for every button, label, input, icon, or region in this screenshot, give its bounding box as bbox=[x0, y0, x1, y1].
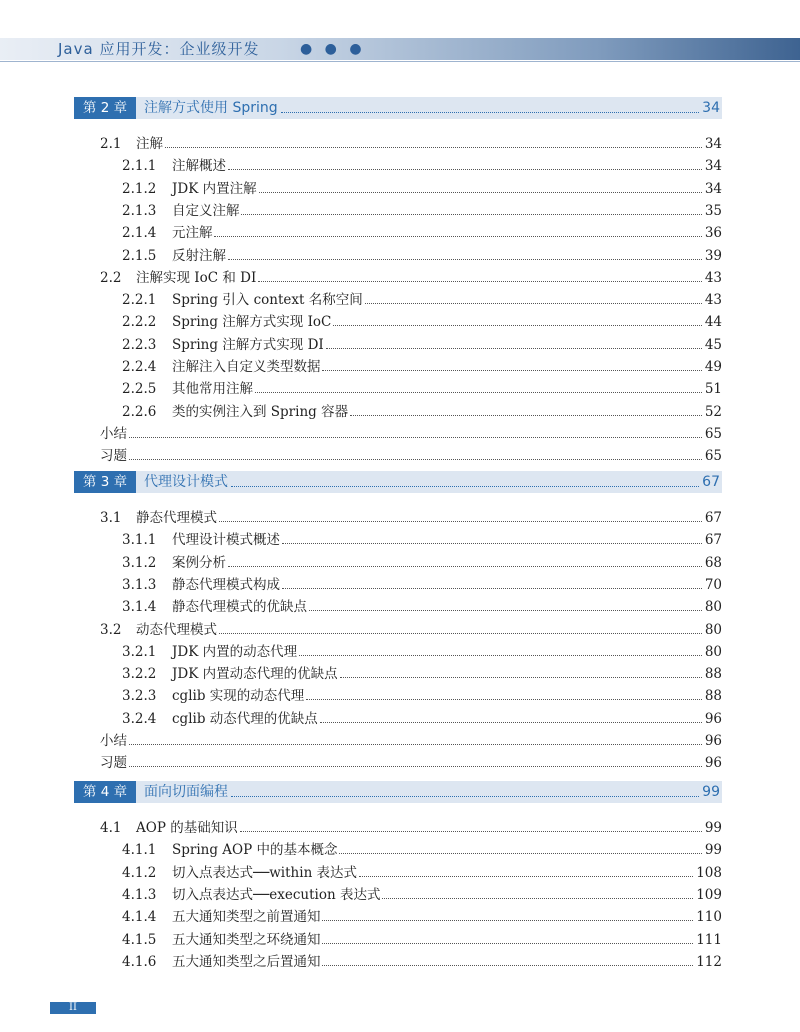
section-page-number: 111 bbox=[696, 931, 722, 948]
section-number: 3.2.3 bbox=[122, 688, 157, 705]
section-title: 习题 bbox=[100, 755, 127, 772]
leader-dots bbox=[129, 437, 702, 438]
running-header-title: Java 应用开发：企业级开发 bbox=[58, 40, 260, 58]
toc-entry[interactable] bbox=[122, 552, 722, 574]
leader-dots bbox=[309, 610, 702, 611]
section-title: 小结 bbox=[100, 733, 127, 749]
chapter-leader-dots bbox=[281, 97, 700, 113]
leader-dots bbox=[320, 722, 702, 723]
section-title: JDK 内置动态代理的优缺点 bbox=[172, 666, 338, 683]
leader-dots bbox=[228, 259, 702, 260]
leader-dots bbox=[219, 633, 702, 634]
toc-entry[interactable] bbox=[122, 289, 722, 311]
section-title: cglib 动态代理的优缺点 bbox=[172, 710, 318, 727]
section-page-number: 44 bbox=[704, 314, 722, 331]
section-title: 五大通知类型之后置通知 bbox=[172, 953, 321, 970]
section-number: 2.2.2 bbox=[122, 314, 157, 331]
section-title: 元注解 bbox=[172, 225, 213, 242]
section-title: 五大通知类型之前置通知 bbox=[172, 909, 321, 926]
toc-entry[interactable] bbox=[122, 685, 722, 707]
leader-dots bbox=[129, 766, 702, 767]
leader-dots bbox=[240, 831, 702, 832]
section-title: Spring 引入 context 名称空间 bbox=[172, 292, 363, 309]
section-number: 3.2.4 bbox=[122, 710, 157, 727]
toc-summary-entry[interactable] bbox=[100, 423, 722, 445]
section-page-number: 43 bbox=[704, 292, 722, 309]
leader-dots bbox=[339, 853, 701, 854]
section-page-number: 51 bbox=[704, 381, 722, 398]
section-page-number: 109 bbox=[696, 886, 722, 903]
toc-summary-entry[interactable] bbox=[100, 730, 722, 752]
section-title: 自定义注解 bbox=[172, 202, 240, 219]
chapter-page-number: 99 bbox=[702, 784, 720, 800]
leader-dots bbox=[322, 965, 693, 966]
section-title: 案例分析 bbox=[172, 554, 226, 571]
section-title: 小结 bbox=[100, 425, 127, 442]
section-page-number: 43 bbox=[704, 269, 722, 286]
leader-dots bbox=[165, 147, 702, 148]
section-page-number: 110 bbox=[696, 909, 722, 926]
toc-entry[interactable] bbox=[100, 507, 722, 529]
leader-dots bbox=[228, 169, 702, 170]
section-number: 3.1.4 bbox=[122, 599, 157, 616]
leader-dots bbox=[365, 303, 702, 304]
leader-dots bbox=[282, 588, 702, 589]
toc-entry[interactable] bbox=[122, 663, 722, 685]
section-page-number: 96 bbox=[704, 755, 722, 772]
section-number: 4.1.6 bbox=[122, 953, 157, 970]
chapter-number: 第 3 章 bbox=[74, 471, 136, 493]
leader-dots bbox=[259, 192, 702, 193]
section-page-number: 70 bbox=[704, 576, 722, 593]
toc-entry[interactable] bbox=[122, 596, 722, 618]
section-number: 2.2 bbox=[100, 269, 122, 286]
section-number: 4.1.4 bbox=[122, 909, 157, 926]
leader-dots bbox=[322, 370, 701, 371]
leader-dots bbox=[299, 655, 702, 656]
section-title: cglib 实现的动态代理 bbox=[172, 688, 305, 705]
section-page-number: 88 bbox=[704, 688, 722, 705]
toc-entry[interactable] bbox=[122, 245, 722, 267]
running-header-dots: ● ● ● bbox=[300, 41, 366, 57]
section-title: Spring 注解方式实现 DI bbox=[172, 336, 324, 353]
leader-dots bbox=[382, 898, 693, 899]
section-page-number: 39 bbox=[704, 247, 722, 264]
chapter-title: 面向切面编程 bbox=[144, 784, 228, 800]
section-page-number: 67 bbox=[704, 510, 722, 526]
chapter-leader-dots bbox=[231, 471, 699, 487]
section-title: JDK 内置注解 bbox=[172, 180, 257, 197]
section-page-number: 108 bbox=[696, 864, 722, 881]
section-number: 2.1.2 bbox=[122, 180, 157, 197]
toc-summary-entry[interactable] bbox=[100, 752, 722, 774]
toc-entry[interactable] bbox=[122, 929, 722, 951]
chapter-page-number: 67 bbox=[702, 474, 720, 490]
section-number: 2.1.3 bbox=[122, 202, 157, 219]
section-number: 4.1.3 bbox=[122, 886, 157, 903]
leader-dots bbox=[255, 392, 702, 393]
section-number: 2.1.5 bbox=[122, 247, 157, 264]
section-number: 4.1 bbox=[100, 820, 122, 836]
section-page-number: 36 bbox=[704, 225, 722, 242]
chapter-leader-dots bbox=[231, 781, 699, 797]
section-page-number: 49 bbox=[704, 359, 722, 375]
chapter-title: 代理设计模式 bbox=[144, 474, 228, 490]
section-number: 4.1.2 bbox=[122, 864, 157, 881]
leader-dots bbox=[350, 415, 702, 416]
section-title: 静态代理模式 bbox=[136, 510, 217, 526]
section-page-number: 34 bbox=[704, 158, 722, 175]
section-number: 2.2.6 bbox=[122, 403, 157, 420]
section-title: Spring 注解方式实现 IoC bbox=[172, 314, 332, 331]
section-number: 2.2.5 bbox=[122, 381, 157, 398]
toc-entry[interactable] bbox=[122, 356, 722, 378]
chapter-number: 第 2 章 bbox=[74, 97, 136, 119]
leader-dots bbox=[326, 348, 702, 349]
chapter-heading[interactable] bbox=[74, 471, 722, 493]
toc-entry[interactable] bbox=[122, 862, 722, 884]
leader-dots bbox=[359, 876, 693, 877]
section-title: 动态代理模式 bbox=[136, 621, 217, 638]
section-title: 注解 bbox=[136, 136, 163, 152]
section-page-number: 67 bbox=[704, 532, 722, 549]
toc-entry[interactable] bbox=[122, 401, 722, 423]
section-number: 3.1.2 bbox=[122, 554, 157, 571]
toc-entry[interactable] bbox=[122, 155, 722, 177]
leader-dots bbox=[241, 214, 701, 215]
toc-entry[interactable] bbox=[100, 619, 722, 641]
toc-entry[interactable] bbox=[100, 133, 722, 155]
leader-dots bbox=[129, 744, 702, 745]
section-number: 2.1 bbox=[100, 136, 122, 152]
section-number: 2.2.4 bbox=[122, 359, 157, 375]
toc-entry[interactable] bbox=[122, 839, 722, 861]
toc-entry[interactable] bbox=[122, 641, 722, 663]
leader-dots bbox=[228, 566, 702, 567]
leader-dots bbox=[306, 699, 702, 700]
section-title: 注解实现 IoC 和 DI bbox=[136, 269, 257, 286]
section-page-number: 45 bbox=[704, 336, 722, 353]
toc-entry[interactable] bbox=[122, 200, 722, 222]
chapter-title: 注解方式使用 Spring bbox=[144, 100, 278, 116]
toc-entry[interactable] bbox=[122, 334, 722, 356]
section-title: Spring AOP 中的基本概念 bbox=[172, 842, 338, 859]
toc-entry[interactable] bbox=[122, 884, 722, 906]
section-page-number: 34 bbox=[704, 136, 722, 152]
section-number: 3.1 bbox=[100, 510, 122, 526]
section-page-number: 80 bbox=[704, 599, 722, 616]
section-page-number: 96 bbox=[704, 733, 722, 749]
section-number: 2.2.3 bbox=[122, 336, 157, 353]
section-page-number: 96 bbox=[704, 710, 722, 727]
section-number: 3.1.3 bbox=[122, 576, 157, 593]
section-title: 五大通知类型之环绕通知 bbox=[172, 931, 321, 948]
section-page-number: 68 bbox=[704, 554, 722, 571]
section-page-number: 35 bbox=[704, 202, 722, 219]
section-number: 2.1.1 bbox=[122, 158, 157, 175]
section-page-number: 65 bbox=[704, 425, 722, 442]
section-number: 3.2.1 bbox=[122, 643, 157, 660]
leader-dots bbox=[282, 543, 702, 544]
toc-entry[interactable] bbox=[122, 529, 722, 551]
leader-dots bbox=[129, 459, 702, 460]
section-page-number: 80 bbox=[704, 643, 722, 660]
section-number: 2.2.1 bbox=[122, 292, 157, 309]
toc-entry[interactable] bbox=[100, 267, 722, 289]
section-title: AOP 的基础知识 bbox=[136, 820, 238, 836]
toc-entry[interactable] bbox=[122, 951, 722, 973]
toc-entry[interactable] bbox=[122, 178, 722, 200]
leader-dots bbox=[340, 677, 702, 678]
toc-entry[interactable] bbox=[122, 906, 722, 928]
section-title: 切入点表达式──within 表达式 bbox=[172, 864, 358, 881]
section-title: 静态代理模式构成 bbox=[172, 576, 280, 593]
section-page-number: 80 bbox=[704, 621, 722, 638]
toc-summary-entry[interactable] bbox=[100, 445, 722, 467]
section-page-number: 65 bbox=[704, 448, 722, 465]
leader-dots bbox=[219, 521, 702, 522]
section-title: JDK 内置的动态代理 bbox=[172, 643, 298, 660]
section-page-number: 99 bbox=[704, 820, 722, 836]
section-title: 注解概述 bbox=[172, 158, 226, 175]
section-number: 2.1.4 bbox=[122, 225, 157, 242]
section-page-number: 34 bbox=[704, 180, 722, 197]
section-page-number: 112 bbox=[696, 953, 722, 970]
chapter-heading[interactable] bbox=[74, 781, 722, 803]
chapter-page-number: 34 bbox=[702, 100, 720, 116]
chapter-heading[interactable] bbox=[74, 97, 722, 119]
toc-entry[interactable] bbox=[122, 222, 722, 244]
section-number: 3.2.2 bbox=[122, 666, 157, 683]
toc-entry[interactable] bbox=[122, 378, 722, 400]
leader-dots bbox=[258, 281, 702, 282]
leader-dots bbox=[214, 236, 701, 237]
section-title: 代理设计模式概述 bbox=[172, 532, 280, 549]
toc-entry[interactable] bbox=[100, 817, 722, 839]
toc-entry[interactable] bbox=[122, 708, 722, 730]
leader-dots bbox=[322, 943, 693, 944]
section-title: 静态代理模式的优缺点 bbox=[172, 599, 307, 616]
section-title: 习题 bbox=[100, 448, 127, 465]
header-rule bbox=[0, 61, 800, 62]
leader-dots bbox=[322, 920, 693, 921]
section-number: 4.1.5 bbox=[122, 931, 157, 948]
section-title: 切入点表达式──execution 表达式 bbox=[172, 886, 381, 903]
toc-entry[interactable] bbox=[122, 574, 722, 596]
section-title: 类的实例注入到 Spring 容器 bbox=[172, 403, 349, 420]
section-page-number: 88 bbox=[704, 666, 722, 683]
toc-entry[interactable] bbox=[122, 311, 722, 333]
section-page-number: 52 bbox=[704, 403, 722, 420]
section-number: 3.2 bbox=[100, 621, 122, 638]
section-title: 其他常用注解 bbox=[172, 381, 253, 398]
page-number: II bbox=[50, 1002, 96, 1014]
section-title: 反射注解 bbox=[172, 247, 226, 264]
chapter-number: 第 4 章 bbox=[74, 781, 136, 803]
section-title: 注解注入自定义类型数据 bbox=[172, 359, 321, 375]
leader-dots bbox=[333, 325, 701, 326]
section-page-number: 99 bbox=[704, 842, 722, 859]
running-header bbox=[0, 38, 800, 60]
section-number: 4.1.1 bbox=[122, 842, 157, 859]
section-number: 3.1.1 bbox=[122, 532, 157, 549]
